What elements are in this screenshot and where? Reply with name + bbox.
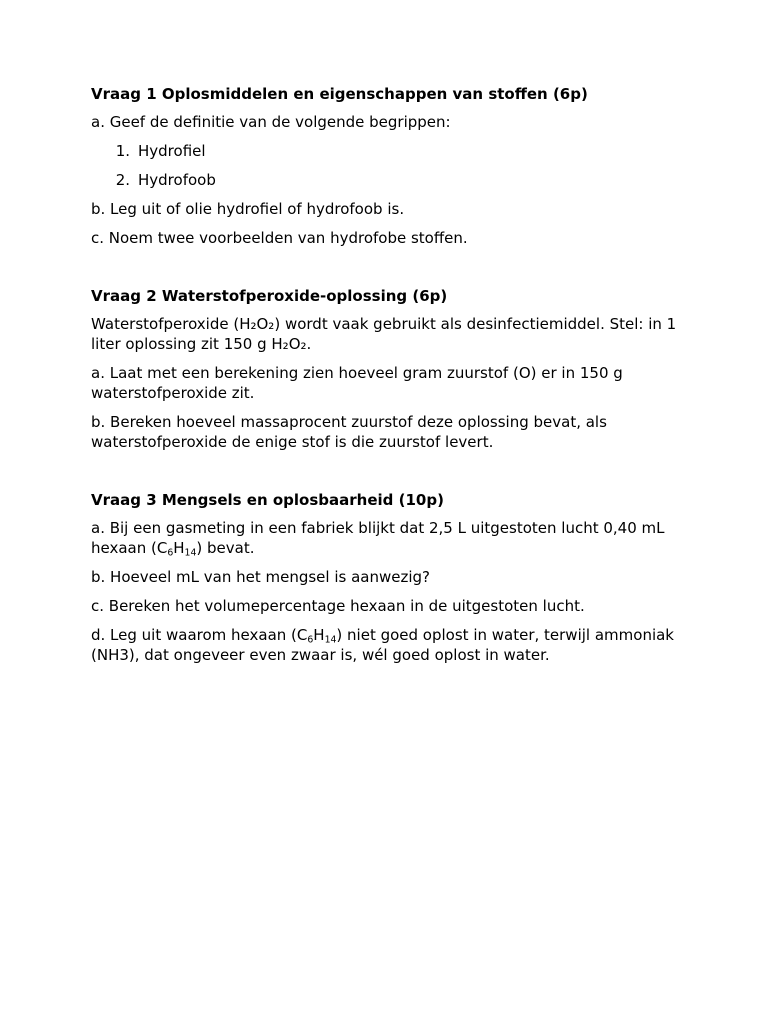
subscript: 6: [307, 634, 314, 646]
list-item-text: Hydrofiel: [138, 142, 206, 160]
section-spacer: [91, 257, 681, 286]
section-spacer: [91, 461, 681, 490]
question-2-title: Vraag 2 Waterstofperoxide-oplossing (6p): [91, 287, 448, 305]
question-3c: c. Bereken het volumepercentage hexaan in de uitgestoten lucht.: [91, 597, 585, 615]
list-item-text: Hydrofoob: [138, 171, 216, 189]
question-1b: b. Leg uit of olie hydrofiel of hydrofoob is.: [91, 200, 405, 218]
question-2b: b. Bereken hoeveel massaprocent zuurstof deze oplossing bevat, als waterstofperoxide de enige stof is die zuurstof levert.: [91, 413, 607, 451]
subscript: 6: [167, 547, 174, 559]
question-3d-text: ) niet goed oplost in water, terwijl ammoniak (NH3), dat ongeveer even zwaar is, wél goed oplost in water.: [91, 626, 674, 664]
question-3a-text: H: [173, 539, 185, 557]
question-3a: [91, 518, 681, 558]
list-item-number: 2.: [115, 171, 130, 189]
question-3: [91, 490, 681, 665]
question-1a: a. Geef de definitie van de volgende begrippen:: [91, 113, 451, 131]
question-3a-text: ) bevat.: [196, 539, 255, 557]
question-2-intro: Waterstofperoxide (H₂O₂) wordt vaak gebruikt als desinfectiemiddel. Stel: in 1 liter oplossing zit 150 g H₂O₂.: [91, 315, 677, 353]
question-3d-text: d. Leg uit waarom hexaan (C: [91, 626, 308, 644]
question-3d-text: H: [313, 626, 325, 644]
question-2a: a. Laat met een berekening zien hoeveel gram zuurstof (O) er in 150 g waterstofperoxide zit.: [91, 364, 623, 402]
list-item-number: 1.: [115, 142, 130, 160]
question-3b: b. Hoeveel mL van het mengsel is aanwezig?: [91, 568, 430, 586]
question-3d: [91, 625, 681, 665]
question-1-title: Vraag 1 Oplosmiddelen en eigenschappen van stoffen (6p): [91, 85, 588, 103]
question-3a-text: a. Bij een gasmeting in een fabriek blijkt dat 2,5 L uitgestoten lucht 0,40 mL hexaan (C: [91, 519, 665, 557]
question-1: [91, 84, 681, 248]
document-page: [91, 84, 681, 674]
subscript: 14: [324, 634, 337, 646]
question-1c: c. Noem twee voorbeelden van hydrofobe stoffen.: [91, 229, 468, 247]
list-item: [91, 170, 681, 190]
definition-list: [91, 141, 681, 190]
question-2: [91, 286, 681, 452]
list-item: [91, 141, 681, 161]
question-3-title: Vraag 3 Mengsels en oplosbaarheid (10p): [91, 491, 444, 509]
subscript: 14: [184, 547, 197, 559]
